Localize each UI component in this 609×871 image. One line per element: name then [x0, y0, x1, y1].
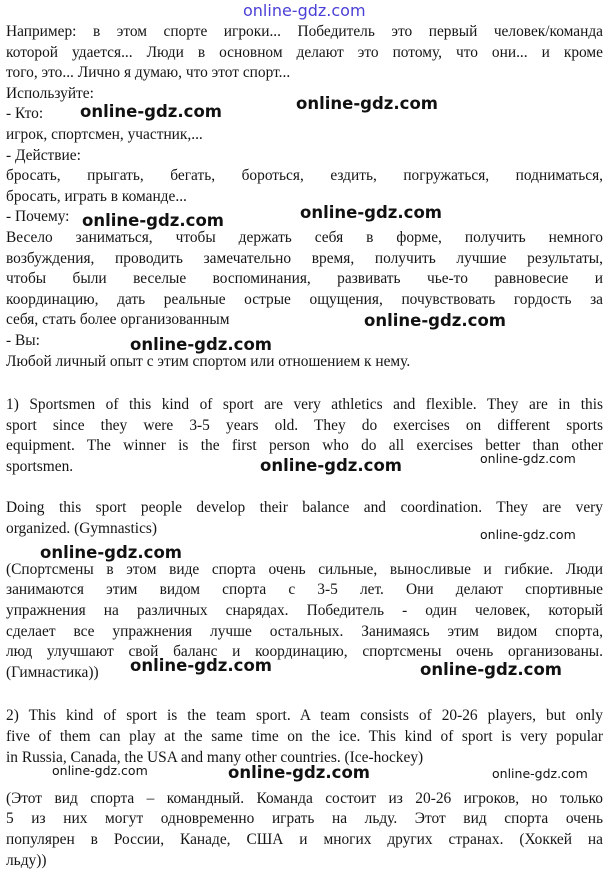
watermark: online-gdz.com [82, 211, 224, 230]
text-line: (Этот вид спорта – командный. Команда состоит из 20-26 игроков, но только [6, 789, 603, 807]
text-line: - Почему: [6, 208, 70, 226]
text-line: Любой личный опыт с этим спортом или отношением к нему. [6, 352, 411, 370]
document-body [6, 22, 603, 871]
watermark: online-gdz.com [300, 203, 442, 222]
text-line: - Кто: [6, 105, 44, 123]
spacer [6, 372, 603, 395]
watermark: online-gdz.com [492, 766, 588, 781]
text-line: льду)) [6, 851, 47, 869]
text-line: 5 из них могут одновременно играть на льду. Этот вид спорта очень [6, 810, 603, 828]
text-line: equipment. The winner is the first person who do all exercises better than other [6, 437, 603, 455]
watermark: online-gdz.com [80, 102, 222, 121]
watermark: online-gdz.com [480, 451, 576, 466]
text-line: Doing this sport people develop their balance and coordination. They are very [6, 499, 603, 517]
text-line: занимаются этим видом спорта с 3-5 лет. Они делают спортивные [6, 581, 603, 599]
text-line: five of them can play at the same time on the ice. This kind of sport is very popular [6, 728, 603, 745]
text-line: 1) Sportsmen of this kind of sport are very athletics and flexible. They are in this [6, 396, 603, 414]
watermark: online-gdz.com [260, 456, 402, 475]
watermark: online-gdz.com [420, 660, 562, 679]
text-line: бросать, прыгать, бегать, бороться, ездить, погружаться, подниматься, [6, 167, 603, 185]
text-line: координацию, дать реальные острые ощущения, почувствовать гордость за [6, 290, 603, 308]
watermark: online-gdz.com [364, 311, 506, 330]
item-2-section [6, 706, 603, 871]
text-line: Весело заниматься, чтобы держать себя в форме, получить немного [6, 228, 603, 246]
text-line: Например: в этом спорте игроки... Победитель это первый человек/команда [6, 23, 603, 40]
text-line: сделает все упражнения лучше остальных. Занимаясь этим видом спорта, [6, 622, 603, 640]
text-line: (Гимнастика)) [6, 663, 99, 681]
watermark: online-gdz.com [296, 94, 438, 113]
text-line: популярен в России, Канаде, США и многих других странах. (Хоккей на [6, 830, 603, 848]
text-line: sportsmen. [6, 457, 74, 475]
text-line: возбуждения, проводить замечательно время, получить лучшие результаты, [6, 249, 603, 267]
text-line: себя, стать более организованным [6, 311, 230, 329]
text-line: Используйте: [6, 84, 94, 102]
text-line: 2) This kind of sport is the team sport. A team consists of 20-26 players, but only [6, 707, 603, 725]
text-line: того, это... Лично я думаю, что этот спорт... [6, 64, 291, 82]
watermark: online-gdz.com [52, 763, 148, 778]
watermark-top: online-gdz.com [243, 1, 366, 20]
spacer [6, 683, 603, 706]
watermark: online-gdz.com [130, 656, 272, 675]
text-line: in Russia, Canada, the USA and many other countries. (Ice-hockey) [6, 748, 424, 766]
text-line: (Спортсмены в этом виде спорта очень сильные, выносливые и гибкие. Люди [6, 560, 603, 578]
intro-section [6, 22, 603, 372]
text-line: бросать, играть в команде... [6, 187, 187, 205]
text-line: sport since they were 3-5 years old. They do exercises on different sports [6, 416, 603, 434]
text-line: люд улучшают свой баланс и координацию, спортсмены очень организованы. [6, 643, 603, 661]
watermark: online-gdz.com [228, 763, 370, 782]
text-line: - Действие: [6, 146, 81, 164]
watermark: online-gdz.com [480, 527, 576, 542]
watermark: online-gdz.com [40, 543, 182, 562]
text-line: которой удается... Люди в основном делают это потому, что они... и кроме [6, 43, 603, 61]
watermark: online-gdz.com [130, 335, 272, 354]
text-line: игрок, спортсмен, участник,... [6, 125, 203, 143]
spacer [6, 477, 603, 498]
text-line: чтобы были веселые воспоминания, развивать чье-то равновесие и [6, 270, 603, 288]
text-line: упражнения на различных снарядах. Победитель - один человек, который [6, 602, 603, 620]
text-line: organized. (Gymnastics) [6, 519, 158, 537]
text-line: - Вы: [6, 331, 40, 349]
